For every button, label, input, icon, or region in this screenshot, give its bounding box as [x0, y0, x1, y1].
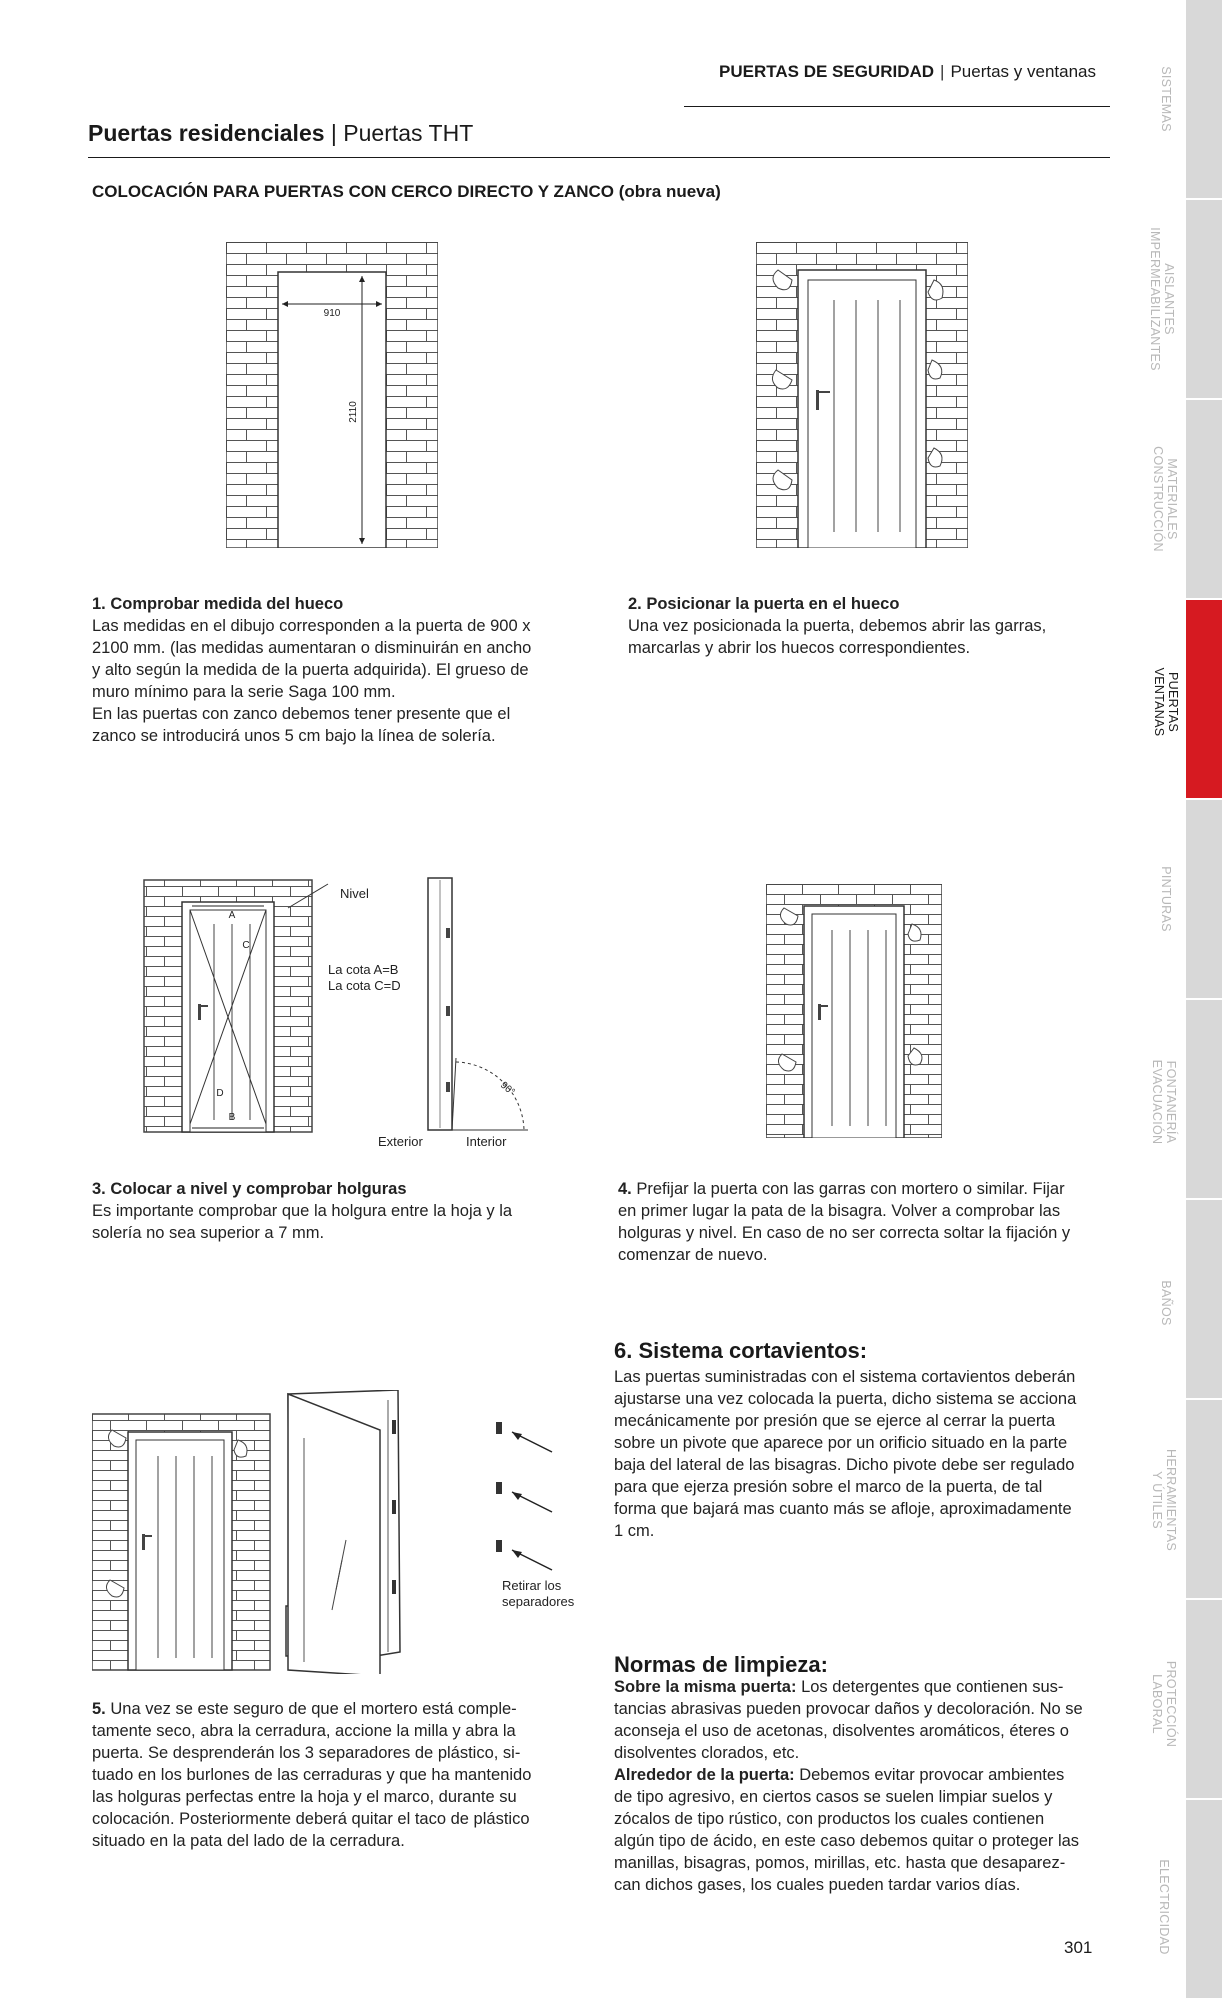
section-title-regular: Puertas THT [343, 120, 474, 146]
header-subcategory: Puertas y ventanas [950, 62, 1096, 81]
side-tab-fontaneria[interactable] [1186, 1000, 1222, 1200]
side-label-line: FONTANERÍA [1164, 1060, 1178, 1144]
side-label-fontaneria [1150, 1032, 1178, 1172]
step-4-line: Prefijar la puerta con las garras con mortero o similar. Fijar [636, 1180, 1065, 1198]
side-tab-electricidad[interactable] [1186, 1800, 1222, 2000]
step-2-line: Una vez posicionada la puerta, debemos abrir las garras, [628, 617, 1047, 635]
remove-separators-line1: Retirar los [502, 1578, 562, 1593]
step-1-text [92, 593, 592, 747]
cleaning-around-first [614, 1764, 1124, 1786]
height-dimension-label: 2110 [348, 401, 359, 423]
step-2-title: 2. Posicionar la puerta en el hueco [628, 595, 900, 613]
step-1-line: zanco se introducirá unos 5 cm bajo la línea de solería. [92, 727, 496, 745]
step-6-line: sobre un pivote que aparece por un orificio situado en la parte [614, 1434, 1068, 1452]
step-4-line-first [618, 1178, 1118, 1200]
label-cota-ab: La cota A=B [328, 962, 399, 977]
cleaning-door-line: disolventes clorados, etc. [614, 1744, 800, 1762]
cleaning-around-label: Alrededor de la puerta: [614, 1766, 795, 1784]
step-5-text [92, 1698, 592, 1852]
label-a: A [228, 910, 236, 921]
side-label-line: VENTANAS [1152, 667, 1166, 737]
side-label-materiales [1151, 424, 1179, 574]
step-5-line-first [92, 1698, 592, 1720]
side-label-line: ELECTRICIDAD [1157, 1859, 1171, 1955]
step-4-line: comenzar de nuevo. [618, 1246, 768, 1264]
step-1-line: En las puertas con zanco debemos tener presente que el [92, 705, 511, 723]
cleaning-title: Normas de limpieza: [614, 1652, 828, 1677]
step-4-line: holguras y nivel. En caso de no ser correcta soltar la fijación y [618, 1224, 1071, 1242]
step-3-text [92, 1178, 592, 1244]
diagram-remove-separators [92, 1390, 592, 1674]
step-3-title: 3. Colocar a nivel y comprobar holguras [92, 1180, 407, 1198]
cleaning-door-line: tancias abrasivas pueden provocar daños y decoloración. No se [614, 1700, 1083, 1718]
label-interior: Interior [466, 1134, 507, 1149]
side-label-puertas [1152, 642, 1180, 762]
side-label-line: PROTECCIÓN [1164, 1660, 1178, 1748]
side-label-line: CONSTRUCCIÓN [1151, 446, 1165, 552]
side-label-line: PINTURAS [1159, 866, 1173, 932]
step-6-line: 1 cm. [614, 1522, 655, 1540]
side-tab-banos[interactable] [1186, 1200, 1222, 1400]
side-label-herramientas [1150, 1430, 1178, 1570]
cleaning-around-line: can dichos gases, los cuales pueden tardar varios días. [614, 1876, 1021, 1894]
step-5-line: situado en la pata del lado de la cerradura. [92, 1832, 405, 1850]
section-title-bold: Puertas residenciales [88, 120, 325, 146]
side-tab-sistemas[interactable] [1186, 0, 1222, 200]
side-label-line: AISLANTES [1162, 263, 1176, 335]
header-category: PUERTAS DE SEGURIDAD [719, 62, 935, 81]
step-6-title: 6. Sistema cortavientos: [614, 1338, 868, 1363]
step-6-line: mecánicamente por presión que se ejerce al cerrar la puerta [614, 1412, 1056, 1430]
step-6-line: para que ejerza presión sobre el marco de la puerta, de tal [614, 1478, 1043, 1496]
step-2-text [628, 593, 1118, 659]
step-1-line: Las medidas en el dibujo corresponden a la puerta de 900 x [92, 617, 531, 635]
side-label-banos [1159, 1243, 1173, 1363]
side-label-line: IMPERMEABILIZANTES [1148, 227, 1162, 371]
section-rule [88, 157, 1110, 158]
step-1-title: 1. Comprobar medida del hueco [92, 595, 344, 613]
cleaning-around-line: manillas, bisagras, pomos, mirillas, etc. hasta que desaparez- [614, 1854, 1066, 1872]
step-5-line: tuado en los burlones de las cerraduras y que ha mantenido [92, 1766, 532, 1784]
label-angle: 90° [498, 1079, 517, 1099]
side-label-line: BAÑOS [1159, 1280, 1173, 1326]
diagram-prefix-door [766, 884, 942, 1138]
cleaning-door-label: Sobre la misma puerta: [614, 1678, 797, 1696]
diagram-level-check [128, 876, 548, 1152]
step-1-line: muro mínimo para la serie Saga 100 mm. [92, 683, 396, 701]
side-tab-proteccion[interactable] [1186, 1600, 1222, 1800]
side-label-line: HERRAMIENTAS [1164, 1449, 1178, 1551]
step-1-line: 2100 mm. (las medidas aumentaran o disminuirán en ancho [92, 639, 532, 657]
side-label-line: EVACUACIÓN [1150, 1059, 1164, 1145]
side-tab-pinturas[interactable] [1186, 800, 1222, 1000]
step-3-line: Es importante comprobar que la holgura entre la hoja y la [92, 1202, 513, 1220]
side-label-sistemas [1159, 39, 1173, 159]
header-rule [684, 106, 1110, 107]
side-label-line: SISTEMAS [1159, 66, 1173, 132]
cleaning-text [614, 1676, 1124, 1896]
step-6-line: baja del lateral de las bisagras. Dicho pivote debe ser regulado [614, 1456, 1075, 1474]
diagram-hole-measurement [226, 242, 438, 548]
step-2-line: marcarlas y abrir los huecos correspondientes. [628, 639, 971, 657]
cleaning-around-line: algún tipo de ácido, en este caso debemos quitar o proteger las [614, 1832, 1080, 1850]
side-label-line: LABORAL [1150, 1674, 1164, 1734]
step-5-line: las holguras perfectas entre la hoja y el marco, durante su [92, 1788, 517, 1806]
step-6-line: ajustarse una vez colocada la puerta, dicho sistema se acciona [614, 1390, 1077, 1408]
step-5-line: colocación. Posteriormente deberá quitar el taco de plástico [92, 1810, 530, 1828]
side-tab-aislantes[interactable] [1186, 200, 1222, 400]
label-nivel: Nivel [340, 886, 369, 901]
step-5-line: puerta. Se desprenderán los 3 separadores de plástico, si- [92, 1744, 521, 1762]
side-label-pinturas [1159, 839, 1173, 959]
side-label-electricidad [1157, 1837, 1171, 1977]
step-1-line: y alto según la medida de la puerta adquirida). El grueso de [92, 661, 529, 679]
width-dimension-label: 910 [323, 308, 341, 319]
page-number: 301 [1064, 1938, 1093, 1957]
label-d: D [216, 1088, 224, 1099]
label-exterior: Exterior [378, 1134, 423, 1149]
step-6-line: Las puertas suministradas con el sistema cortavientos deberán [614, 1368, 1076, 1386]
step-5-line: Una vez se este seguro de que el mortero está comple- [110, 1700, 517, 1718]
cleaning-around-line: de tipo agresivo, en ciertos casos se suelen limpiar suelos y [614, 1788, 1053, 1806]
side-tab-puertas[interactable] [1186, 600, 1222, 800]
step-4-number: 4. [618, 1180, 632, 1198]
label-cota-cd: La cota C=D [328, 978, 401, 993]
cleaning-door-first [614, 1676, 1124, 1698]
cleaning-around-line: Debemos evitar provocar ambientes [799, 1766, 1065, 1784]
step-6-text [614, 1366, 1124, 1542]
side-label-aislantes [1148, 219, 1176, 379]
step-5-line: tamente seco, abra la cerradura, accione la milla y abra la [92, 1722, 516, 1740]
side-tab-herramientas[interactable] [1186, 1400, 1222, 1600]
label-c: C [242, 940, 250, 951]
label-b: B [228, 1112, 236, 1123]
side-label-line: Y ÚTILES [1150, 1471, 1164, 1529]
remove-separators-line2: separadores [502, 1594, 575, 1609]
side-label-proteccion [1150, 1634, 1178, 1774]
side-tab-materiales[interactable] [1186, 400, 1222, 600]
step-3-line: solería no sea superior a 7 mm. [92, 1224, 325, 1242]
side-label-line: PUERTAS [1166, 672, 1180, 732]
section-title-separator: | [330, 120, 337, 146]
step-4-text [618, 1178, 1118, 1266]
step-5-number: 5. [92, 1700, 106, 1718]
diagram-door-positioned [756, 242, 968, 548]
step-4-line: en primer lugar la pata de la bisagra. Volver a comprobar las [618, 1202, 1061, 1220]
page-header [686, 62, 1096, 82]
step-6-line: forma que bajará mas cuanto más se afloje, aproximadamente [614, 1500, 1072, 1518]
cleaning-around-line: zócalos de tipo rústico, con productos los cuales contienen [614, 1810, 1045, 1828]
cleaning-door-line: aconseja el uso de acetonas, disolventes aromáticos, éteres o [614, 1722, 1069, 1740]
header-separator: | [940, 62, 945, 81]
section-title [88, 120, 473, 147]
subsection-title: COLOCACIÓN PARA PUERTAS CON CERCO DIRECTO Y ZANCO (obra nueva) [92, 182, 721, 201]
cleaning-door-line: Los detergentes que contienen sus- [801, 1678, 1064, 1696]
side-label-line: MATERIALES [1165, 458, 1179, 540]
